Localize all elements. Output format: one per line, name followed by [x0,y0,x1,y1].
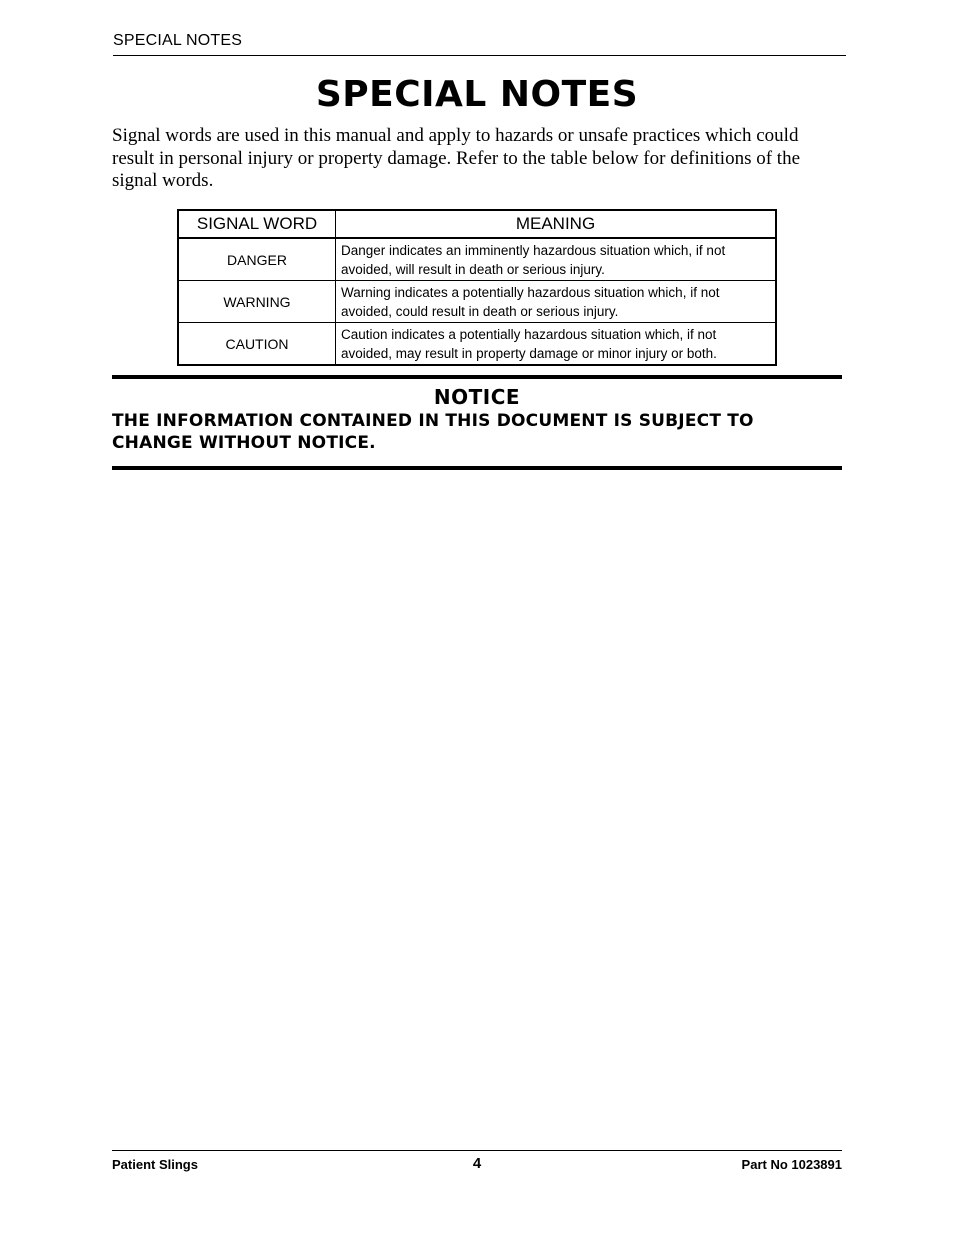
signal-word-cell: DANGER [178,238,336,281]
column-header-meaning: MEANING [336,210,777,238]
table-row [178,281,776,323]
meaning-cell: Danger indicates an imminently hazardous situation which, if not avoided, will result in death or serious injury. [336,238,777,281]
footer-part-number: Part No 1023891 [741,1157,842,1172]
footer-document-title: Patient Slings [112,1157,198,1172]
signal-word-table [177,209,777,366]
table-row [178,323,776,366]
signal-word-cell: WARNING [178,281,336,323]
notice-top-rule [112,375,842,379]
running-header: SPECIAL NOTES [113,32,243,49]
signal-word-cell: CAUTION [178,323,336,366]
table-header-row [178,210,776,238]
intro-paragraph: Signal words are used in this manual and apply to hazards or unsafe practices which could result in personal injury or property damage. Refer to the table below for definitions of the signal words. [112,125,801,191]
page-title: SPECIAL NOTES [315,74,639,115]
notice-bottom-rule [112,466,842,470]
page-number: 4 [472,1155,482,1172]
footer-rule [112,1150,842,1151]
column-header-signal-word: SIGNAL WORD [178,210,336,238]
notice-title: NOTICE [433,385,521,409]
meaning-cell: Caution indicates a potentially hazardous situation which, if not avoided, may result in property damage or minor injury or both. [336,323,777,366]
notice-body: THE INFORMATION CONTAINED IN THIS DOCUMENT IS SUBJECT TO CHANGE WITHOUT NOTICE. [112,411,754,453]
header-rule [113,55,846,56]
meaning-cell: Warning indicates a potentially hazardous situation which, if not avoided, could result in death or serious injury. [336,281,777,323]
table-row [178,238,776,281]
